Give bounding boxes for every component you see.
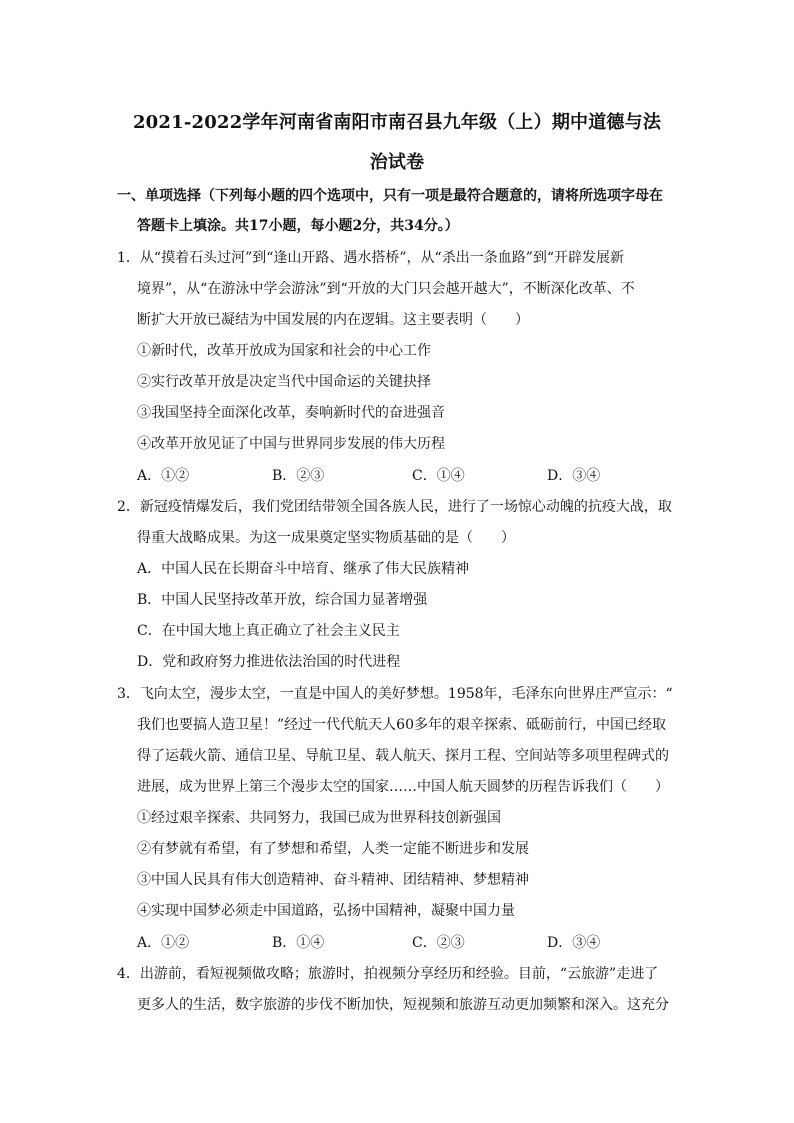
- q1-statement-1: ①新时代，改革开放成为国家和社会的中心工作: [137, 343, 431, 359]
- q3-statement-3: ③中国人民具有伟大创造精神、奋斗精神、团结精神、梦想精神: [137, 872, 529, 888]
- q3-stem-line-3: 得了运载火箭、通信卫星、导航卫星、载人航天、探月工程、空间站等多项里程碑式的: [137, 748, 669, 764]
- q2-option-d[interactable]: D．党和政府努力推进依法治国的时代进程: [137, 654, 401, 670]
- exam-title-line-1: 2021-2022学年河南省南阳市南召县九年级（上）期中道德与法: [132, 112, 662, 133]
- section-heading-line-1: 一、单项选择（下列每小题的四个选项中，只有一项是最符合题意的，请将所选项字母在: [117, 188, 663, 204]
- q1-options: [137, 465, 657, 485]
- q3-statement-1: ①经过艰辛探索、共同努力，我国已成为世界科技创新强国: [137, 810, 501, 826]
- q4-stem-line-2: 更多人的生活，数字旅游的步伐不断加快，短视频和旅游互动更加频繁和深入。这充分: [137, 997, 669, 1013]
- q1-stem-line-3: 断扩大开放已凝结为中国发展的内在逻辑。这主要表明（ ）: [137, 312, 529, 328]
- q1-option-b[interactable]: B．②③: [272, 468, 325, 484]
- q2-option-b[interactable]: B．中国人民坚持改革开放，综合国力显著增强: [137, 592, 428, 608]
- q1-statement-2: ②实行改革开放是决定当代中国命运的关键抉择: [137, 374, 431, 390]
- q3-statement-4: ④实现中国梦必须走中国道路，弘扬中国精神，凝聚中国力量: [137, 903, 515, 919]
- q2-stem-line-1: 2．新冠疫情爆发后，我们党团结带领全国各族人民，进行了一场惊心动魄的抗疫大战，取: [117, 499, 672, 515]
- q3-statement-2: ②有梦就有希望，有了梦想和希望，人类一定能不断进步和发展: [137, 841, 529, 857]
- q1-statement-4: ④改革开放见证了中国与世界同步发展的伟大历程: [137, 436, 445, 452]
- q3-options: [137, 932, 657, 952]
- q1-option-d[interactable]: D．③④: [547, 468, 601, 484]
- q3-option-a[interactable]: A．①②: [137, 935, 190, 951]
- q4-stem-line-1: 4．出游前，看短视频做攻略；旅游时，拍视频分享经历和经验。目前，“云旅游”走进了: [117, 966, 659, 982]
- q1-option-a[interactable]: A．①②: [137, 468, 190, 484]
- q3-option-d[interactable]: D．③④: [547, 935, 601, 951]
- q3-stem-line-1: 3．飞向太空，漫步太空，一直是中国人的美好梦想。1958年，毛泽东向世界庄严宣示：“: [117, 686, 673, 702]
- exam-title-line-2: 治试卷: [369, 152, 425, 173]
- q2-option-a[interactable]: A．中国人民在长期奋斗中培育、继承了伟大民族精神: [137, 561, 470, 577]
- q3-stem-line-4: 进展，成为世界上第三个漫步太空的国家……中国人航天圆梦的历程告诉我们（ ）: [137, 779, 669, 795]
- q2-option-c[interactable]: C．在中国大地上真正确立了社会主义民主: [137, 623, 400, 639]
- q1-statement-3: ③我国坚持全面深化改革，奏响新时代的奋进强音: [137, 405, 445, 421]
- q2-stem-line-2: 得重大战略成果。为这一成果奠定坚实物质基础的是（ ）: [137, 530, 515, 546]
- q1-stem-line-2: 境界”，从“在游泳中学会游泳”到“开放的大门只会越开越大”，不断深化改革、不: [137, 281, 635, 297]
- q1-stem-line-1: 1．从“摸着石头过河”到“逢山开路、遇水搭桥”，从“杀出一条血路”到“开辟发展新: [117, 250, 625, 266]
- q3-stem-line-2: 我们也要搞人造卫星！”经过一代代航天人60多年的艰辛探索、砥砺前行，中国已经取: [137, 717, 666, 733]
- q3-option-c[interactable]: C．②③: [412, 935, 465, 951]
- q3-option-b[interactable]: B．①④: [272, 935, 325, 951]
- section-heading-line-2: 答题卡上填涂。共17小题，每小题2分，共34分。）: [137, 218, 459, 234]
- q1-option-c[interactable]: C．①④: [412, 468, 465, 484]
